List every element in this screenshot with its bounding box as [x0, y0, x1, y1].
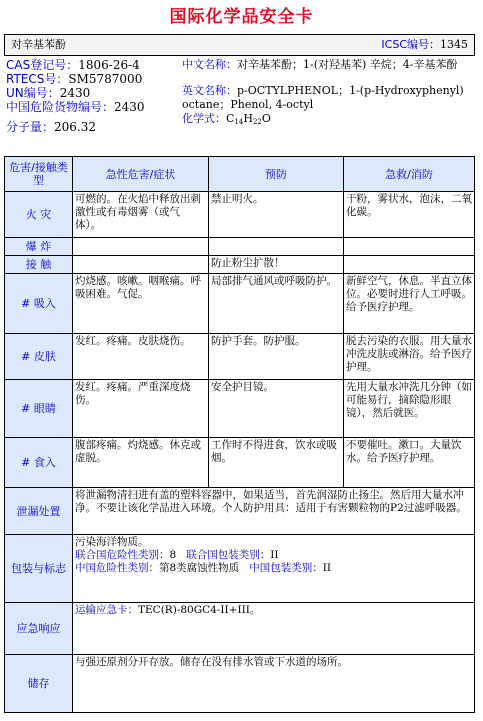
row-first-aid — [344, 256, 475, 274]
row-first-aid: 脱去污染的衣服。用大量水冲洗皮肤或淋浴。给予医疗护理。 — [344, 334, 475, 380]
cn-dg-label: 中国危险货物编号： — [6, 100, 115, 114]
formula-c: C — [226, 112, 235, 125]
table-row — [5, 380, 475, 438]
packaging-content — [73, 535, 475, 603]
row-type-inhalation: # 吸入 — [5, 274, 73, 334]
cn-name-row — [182, 58, 474, 72]
row-type-skin: # 皮肤 — [5, 334, 73, 380]
storage-text: 与强还原剂分开存放。储存在没有排水管或下水道的场所。 — [73, 655, 475, 713]
packaging-row — [5, 535, 475, 603]
table-row — [5, 192, 475, 238]
formula-row — [182, 112, 474, 129]
row-first-aid: 新鲜空气，休息。半直立体位。必要时进行人工呼吸。给予医疗护理。 — [344, 274, 475, 334]
cn-dg-row — [6, 100, 176, 114]
en-name-value: p-OCTYLPHENOL；1-(p-Hydroxyphenyl) octane；Phenol, 4-octyl — [182, 84, 464, 111]
mw-label: 分子量： — [6, 120, 55, 134]
identifier-block — [4, 58, 474, 154]
chemical-name-bar — [4, 34, 475, 56]
cn-dg-value: 2430 — [114, 100, 145, 114]
packaging-label: 包装与标志 — [5, 535, 73, 603]
row-prevention: 禁止明火。 — [209, 192, 344, 238]
table-header-row — [5, 157, 475, 192]
emergency-row — [5, 603, 475, 655]
formula-h: H — [243, 112, 253, 125]
row-type-explosion: 爆 炸 — [5, 238, 73, 256]
en-name-row — [182, 84, 474, 112]
un-row — [6, 86, 176, 100]
row-first-aid: 先用大量水冲洗几分钟（如可能易行，摘除隐形眼镜），然后就医。 — [344, 380, 475, 438]
hazard-table — [4, 156, 475, 713]
chemical-name: 对辛基苯酚 — [11, 38, 66, 51]
un-group-value: II — [270, 549, 279, 561]
rtecs-row — [6, 72, 176, 86]
row-type-exposure: 接 触 — [5, 256, 73, 274]
storage-row — [5, 655, 475, 713]
rtecs-label: RTECS号： — [6, 72, 69, 86]
row-prevention: 防护手套。防护服。 — [209, 334, 344, 380]
cn-name-value: 对辛基苯酚；1-(对羟基苯) 辛烷；4-辛基苯酚 — [237, 58, 458, 71]
row-prevention: 局部排气通风或呼吸防护。 — [209, 274, 344, 334]
table-row — [5, 238, 475, 256]
cn-name-label: 中文名称： — [182, 58, 237, 71]
cas-value: 1806-26-4 — [78, 58, 140, 72]
row-type-fire: 火 灾 — [5, 192, 73, 238]
table-row — [5, 334, 475, 380]
packaging-line1: 污染海洋物质。 — [75, 536, 149, 548]
header-type: 危害/接触类型 — [5, 157, 73, 192]
row-symptoms: 发红。疼痛。严重深度烧伤。 — [73, 380, 209, 438]
packaging-cn-line — [75, 562, 472, 575]
mw-row — [6, 120, 176, 134]
row-symptoms — [73, 256, 209, 274]
table-row — [5, 438, 475, 488]
row-prevention: 安全护目镜。 — [209, 380, 344, 438]
spill-label: 泄漏处置 — [5, 488, 73, 535]
icsc-value: 1345 — [440, 38, 468, 51]
emergency-card-value: TEC(R)-80GC4-II+III。 — [138, 604, 261, 616]
un-group-label: 联合国包装类别： — [186, 549, 271, 561]
card-title: 国际化学品安全卡 — [169, 7, 314, 27]
spill-text: 将泄漏物清扫进有盖的塑料容器中，如果适当，首先润湿防止扬尘。然后用大量水冲净。不要让该化学品进入环境。个人防护用具：适用于有害颗粒物的P2过滤呼吸器。 — [73, 488, 475, 535]
row-prevention: 工作时不得进食，饮水或吸烟。 — [209, 438, 344, 488]
header-symptoms: 急性危害/症状 — [73, 157, 209, 192]
cn-group-value: II — [322, 562, 331, 574]
row-symptoms: 可燃的。在火焰中释放出刺激性或有毒烟雾（或气体）。 — [73, 192, 209, 238]
formula-label: 化学式： — [182, 112, 226, 125]
emergency-label: 应急响应 — [5, 603, 73, 655]
row-prevention: 防止粉尘扩散！ — [209, 256, 344, 274]
cn-hazard-value: 第8类腐蚀性物质 — [159, 562, 240, 574]
cas-label: CAS登记号： — [6, 58, 79, 72]
row-symptoms — [73, 238, 209, 256]
row-symptoms: 腹部疼痛。灼烧感。休克或虚脱。 — [73, 438, 209, 488]
row-first-aid — [344, 238, 475, 256]
emergency-content — [73, 603, 475, 655]
cn-group-label: 中国包装类别： — [249, 562, 323, 574]
row-prevention — [209, 238, 344, 256]
emergency-card-label: 运输应急卡： — [75, 604, 138, 616]
row-symptoms: 灼烧感。咳嗽。咽喉痛。呼吸困难。气促。 — [73, 274, 209, 334]
en-name-label: 英文名称： — [182, 84, 237, 97]
row-symptoms: 发红。疼痛。皮肤烧伤。 — [73, 334, 209, 380]
formula-o: O — [261, 112, 271, 125]
identifier-left — [6, 58, 176, 134]
table-row — [5, 256, 475, 274]
row-first-aid: 干粉，雾状水，泡沫，二氧化碳。 — [344, 192, 475, 238]
identifier-right — [182, 58, 474, 129]
un-label: UN编号： — [6, 86, 60, 100]
un-hazard-value: 8 — [169, 549, 177, 561]
un-hazard-label: 联合国危险性类别： — [75, 549, 170, 561]
icsc-number — [381, 35, 468, 55]
header-prevention: 预防 — [209, 157, 344, 192]
un-value: 2430 — [59, 86, 91, 100]
cn-hazard-label: 中国危险性类别： — [75, 562, 159, 574]
row-type-ingestion: # 食入 — [5, 438, 73, 488]
spill-row — [5, 488, 475, 535]
table-row — [5, 274, 475, 334]
mw-value: 206.32 — [54, 120, 97, 134]
row-first-aid: 不要催吐。漱口。大量饮水。给予医疗护理。 — [344, 438, 475, 488]
header-first-aid: 急救/消防 — [344, 157, 475, 192]
icsc-label: ICSC编号： — [381, 38, 440, 51]
cas-row — [6, 58, 176, 72]
row-type-eyes: # 眼睛 — [5, 380, 73, 438]
formula-c-n: 14 — [234, 118, 244, 126]
storage-label: 储存 — [5, 655, 73, 713]
formula-h-n: 22 — [252, 118, 262, 126]
rtecs-value: SM5787000 — [68, 72, 143, 86]
packaging-un-line — [75, 549, 472, 562]
